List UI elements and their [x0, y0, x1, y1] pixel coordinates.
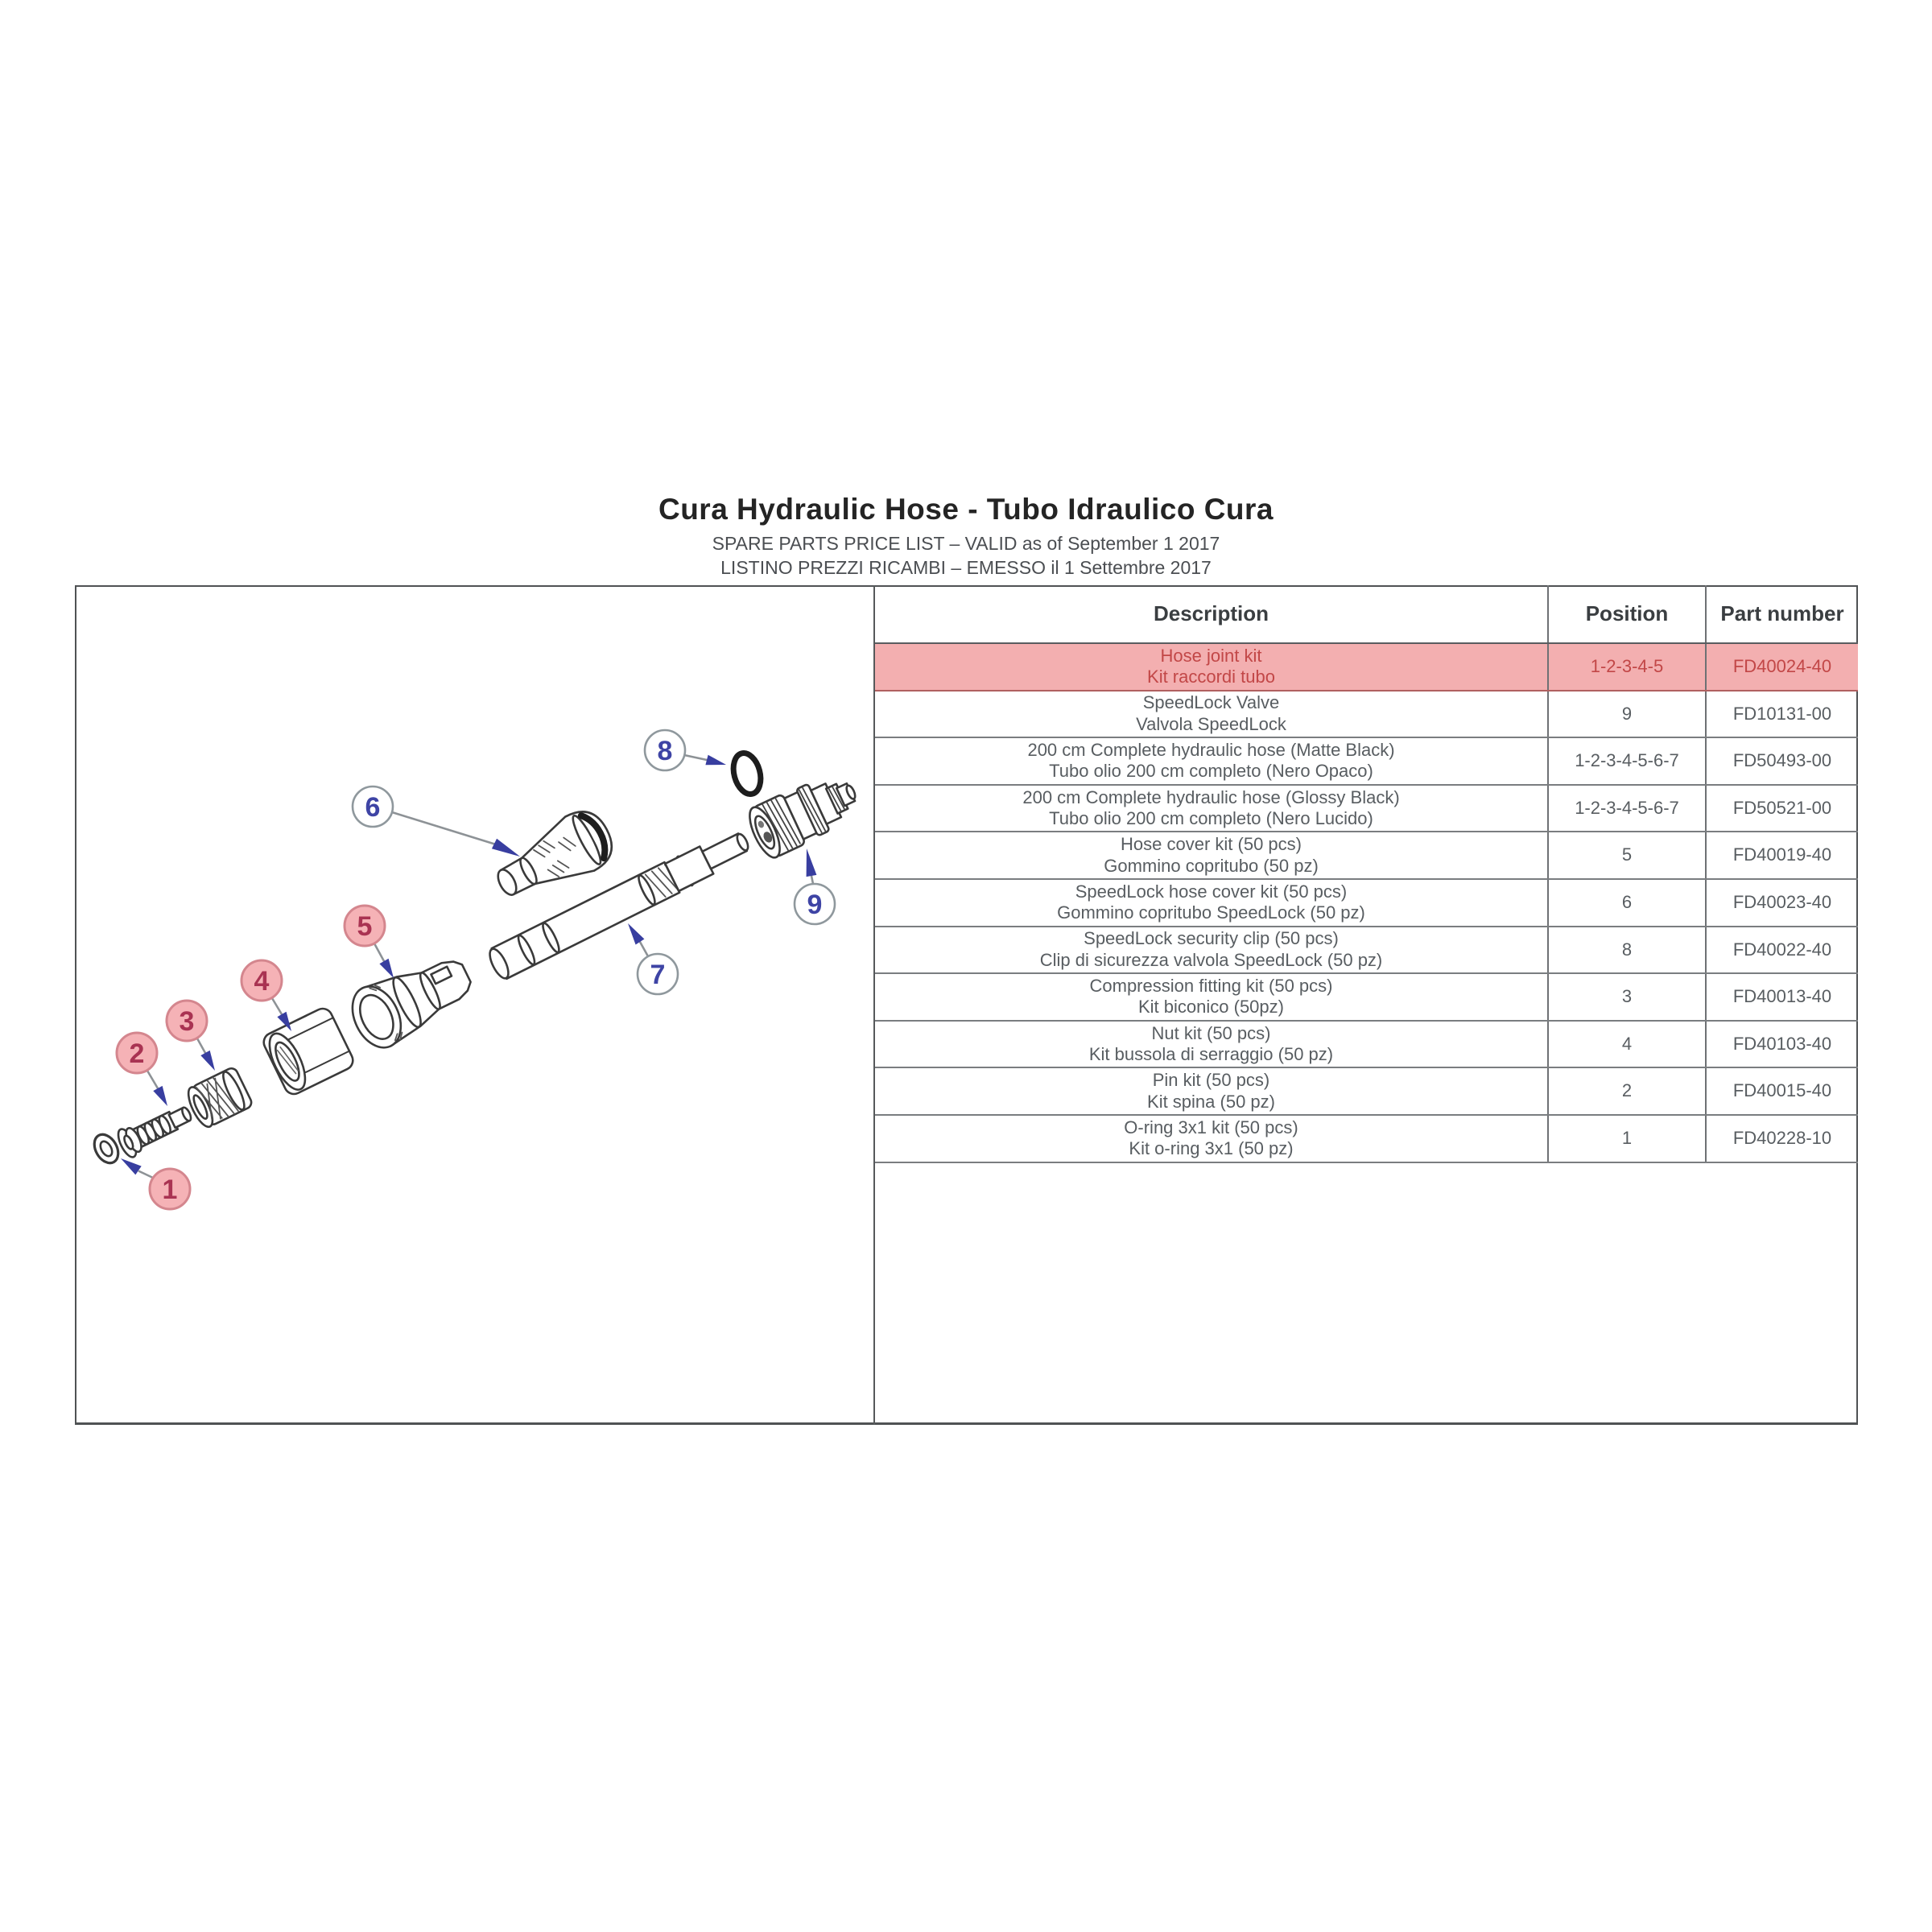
callout-circle-6 — [353, 786, 393, 827]
description-it: Clip di sicurezza valvola SpeedLock (50 pz) — [1039, 949, 1383, 970]
svg-text:8: 8 — [657, 736, 673, 766]
svg-text:4: 4 — [254, 966, 270, 997]
description-it: Kit biconico (50pz) — [1138, 997, 1284, 1018]
position-cell: 5 — [1547, 832, 1705, 878]
description-it: Kit bussola di serraggio (50 pz) — [1088, 1044, 1334, 1065]
callout-line-5 — [374, 943, 384, 961]
position-cell: 9 — [1547, 691, 1705, 737]
position-cell: 6 — [1547, 880, 1705, 926]
part-number-cell: FD40015-40 — [1705, 1068, 1858, 1114]
svg-text:5: 5 — [357, 911, 373, 942]
callout-line-6 — [392, 812, 496, 844]
part-number-cell: FD50493-00 — [1705, 738, 1858, 784]
svg-text:1: 1 — [162, 1174, 178, 1205]
description-en: O-ring 3x1 kit (50 pcs) — [1124, 1117, 1298, 1137]
position-cell: 1-2-3-4-5-6-7 — [1547, 786, 1705, 832]
description-it: Gommino copritubo (50 pz) — [1104, 855, 1319, 876]
part-number-cell: FD40103-40 — [1705, 1022, 1858, 1067]
part-number-cell: FD50521-00 — [1705, 786, 1858, 832]
position-cell: 2 — [1547, 1068, 1705, 1114]
callout-arrow-5-icon — [379, 959, 394, 978]
callout-circle-1 — [150, 1169, 190, 1209]
page-title: Cura Hydraulic Hose - Tubo Idraulico Cura — [658, 493, 1274, 526]
description-en: 200 cm Complete hydraulic hose (Glossy Black) — [1022, 786, 1400, 807]
part-4-nut-drawing — [261, 1005, 357, 1097]
callout-arrow-2-icon — [153, 1086, 167, 1106]
position-cell: 1-2-3-4-5-6-7 — [1547, 738, 1705, 784]
callout-arrow-7-icon — [628, 923, 644, 945]
part-number-cell: FD40022-40 — [1705, 927, 1858, 973]
position-cell: 1 — [1547, 1116, 1705, 1162]
part-7-hose-drawing — [485, 825, 753, 981]
column-header-description: Description — [1153, 601, 1269, 626]
svg-text:3: 3 — [179, 1006, 195, 1037]
part-3-compression-fitting-drawing — [184, 1067, 254, 1130]
description-it: Valvola SpeedLock — [1136, 713, 1286, 734]
description-en: SpeedLock Valve — [1142, 692, 1280, 713]
description-it: Kit raccordi tubo — [1147, 667, 1275, 687]
part-number-cell: FD40013-40 — [1705, 974, 1858, 1020]
description-it: Tubo olio 200 cm completo (Nero Lucido) — [1049, 808, 1373, 829]
subtitle-english: SPARE PARTS PRICE LIST – VALID as of September 1 2017 — [712, 533, 1220, 554]
svg-text:7: 7 — [650, 960, 666, 990]
callout-circle-8 — [645, 730, 685, 770]
callout-arrow-9-icon — [807, 848, 817, 877]
position-cell: 1-2-3-4-5 — [1547, 644, 1705, 690]
description-en: Hose cover kit (50 pcs) — [1121, 834, 1302, 855]
description-it: Gommino copritubo SpeedLock (50 pz) — [1057, 902, 1365, 923]
callout-circle-4 — [242, 960, 282, 1001]
callout-arrow-6-icon — [492, 839, 520, 857]
callout-circle-9 — [795, 884, 835, 924]
callout-circle-7 — [638, 954, 678, 994]
svg-text:2: 2 — [129, 1038, 145, 1069]
callout-circle-3 — [167, 1001, 207, 1041]
callout-circle-5 — [345, 906, 385, 946]
description-en: Compression fitting kit (50 pcs) — [1089, 975, 1333, 996]
part-number-cell: FD40019-40 — [1705, 832, 1858, 878]
callout-line-2 — [147, 1071, 158, 1088]
position-cell: 3 — [1547, 974, 1705, 1020]
position-cell: 4 — [1547, 1022, 1705, 1067]
part-number-cell: FD40023-40 — [1705, 880, 1858, 926]
part-number-cell: FD40228-10 — [1705, 1116, 1858, 1162]
description-en: 200 cm Complete hydraulic hose (Matte Black) — [1027, 739, 1395, 760]
svg-text:9: 9 — [807, 890, 823, 920]
part-number-cell: FD10131-00 — [1705, 691, 1858, 737]
callout-circle-2 — [117, 1033, 157, 1073]
part-8-security-clip-drawing — [729, 750, 765, 798]
callout-line-9 — [811, 876, 813, 884]
callout-arrow-8-icon — [705, 755, 726, 766]
description-en: SpeedLock security clip (50 pcs) — [1084, 928, 1339, 949]
svg-text:6: 6 — [365, 792, 381, 823]
description-en: SpeedLock hose cover kit (50 pcs) — [1075, 881, 1348, 902]
description-it: Tubo olio 200 cm completo (Nero Opaco) — [1049, 761, 1373, 782]
description-en: Pin kit (50 pcs) — [1152, 1070, 1270, 1091]
callout-line-3 — [197, 1038, 205, 1053]
part-2-pin-drawing — [114, 1099, 196, 1159]
callout-line-8 — [684, 755, 707, 760]
description-en: Nut kit (50 pcs) — [1151, 1022, 1271, 1043]
callout-line-4 — [272, 998, 282, 1014]
subtitle-italian: LISTINO PREZZI RICAMBI – EMESSO il 1 Settembre 2017 — [720, 557, 1212, 578]
column-header-part-number: Part number — [1705, 585, 1858, 642]
description-it: Kit o-ring 3x1 (50 pz) — [1129, 1138, 1294, 1159]
callout-line-7 — [640, 942, 648, 956]
part-5-hose-joint-drawing — [343, 944, 481, 1055]
position-cell: 8 — [1547, 927, 1705, 973]
column-header-position: Position — [1547, 585, 1705, 642]
callout-arrow-1-icon — [121, 1158, 142, 1174]
callout-arrow-3-icon — [200, 1051, 215, 1071]
part-number-cell: FD40024-40 — [1705, 644, 1858, 690]
description-it: Kit spina (50 pz) — [1147, 1091, 1275, 1112]
description-en: Hose joint kit — [1160, 645, 1262, 666]
